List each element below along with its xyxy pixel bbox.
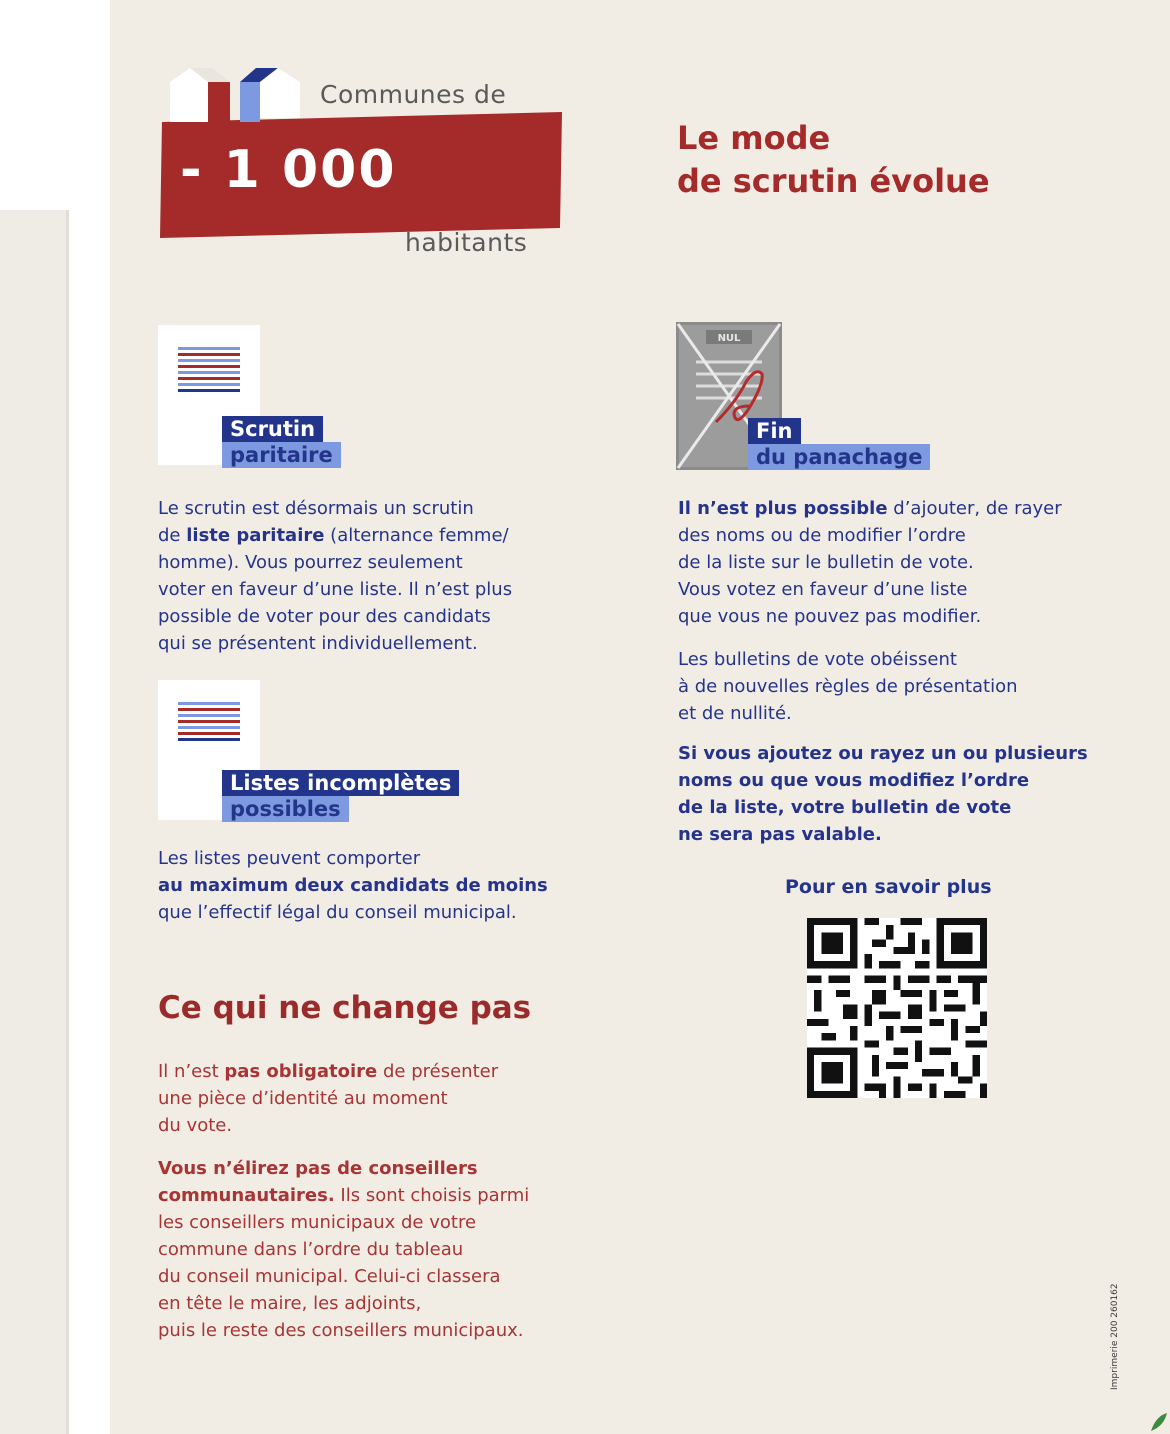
adjacent-page [0,210,66,1434]
bulletins-rules-text: Les bulletins de vote obéissent à de nouvelles règles de présentation et de nullité. [678,649,1018,724]
conseillers-text: Vous n’élirez pas de conseillers communautaires. Ils sont choisis parmi les conseillers municipaux de votre commune dans l’ordre du tableau du conseil municipal. Celui-ci classera en tête le maire, les adjoints, puis le reste des conseillers municipaux. [158,1158,530,1341]
warning-text: Si vous ajoutez ou rayez un ou plusieurs noms ou que vous modifiez l’ordre de la liste, votre bulletin de vote ne sera pas valable. [678,743,1088,845]
section-title-unchanged: Ce qui ne change pas [158,990,532,1026]
tag-listes-incompletes [222,770,459,822]
panachage-text: Il n’est plus possible d’ajouter, de rayer des noms ou de modifier l’ordre de la liste sur le bulletin de vote. Vous votez en faveur d’une liste que vous ne pouvez pas modifier. [678,498,1062,627]
qr-code-icon[interactable] [807,918,987,1098]
tag-line-1: Fin [748,418,801,444]
print-code: Imprimerie 200 260162 [1110,1283,1120,1390]
identity-text: Il n’est pas obligatoire de présenter une pièce d’identité au moment du vote. [158,1061,499,1136]
tag-line-2: du panachage [748,444,930,470]
tag-line-1: Scrutin [222,416,323,442]
tag-line-2: paritaire [222,442,341,468]
page-title: Le mode de scrutin évolue [677,119,990,200]
ballot-label: NUL [717,333,741,344]
flyer-page [110,0,1170,1434]
tag-line-2: possibles [222,796,349,822]
tag-fin-panachage [748,418,930,470]
habitants-label: habitants [405,228,528,257]
tag-scrutin-paritaire [222,416,341,468]
more-info-label: Pour en savoir plus [785,876,992,898]
scrutin-paritaire-text: Le scrutin est désormais un scrutin de liste paritaire (alternance femme/ homme). Vous pourrez seulement voter en faveur d’une liste. Il n’est plus possible de voter pour des candidats qui se présentent individuellement. [158,498,513,654]
communes-label: Communes de [320,80,507,109]
population-figure: - 1 000 [180,140,397,200]
page-edge [66,210,69,1434]
tag-line-1: Listes incomplètes [222,770,459,796]
listes-incompletes-text: Les listes peuvent comporter au maximum deux candidats de moins que l’effectif légal du conseil municipal. [158,848,548,923]
leaf-icon [1150,1412,1168,1432]
